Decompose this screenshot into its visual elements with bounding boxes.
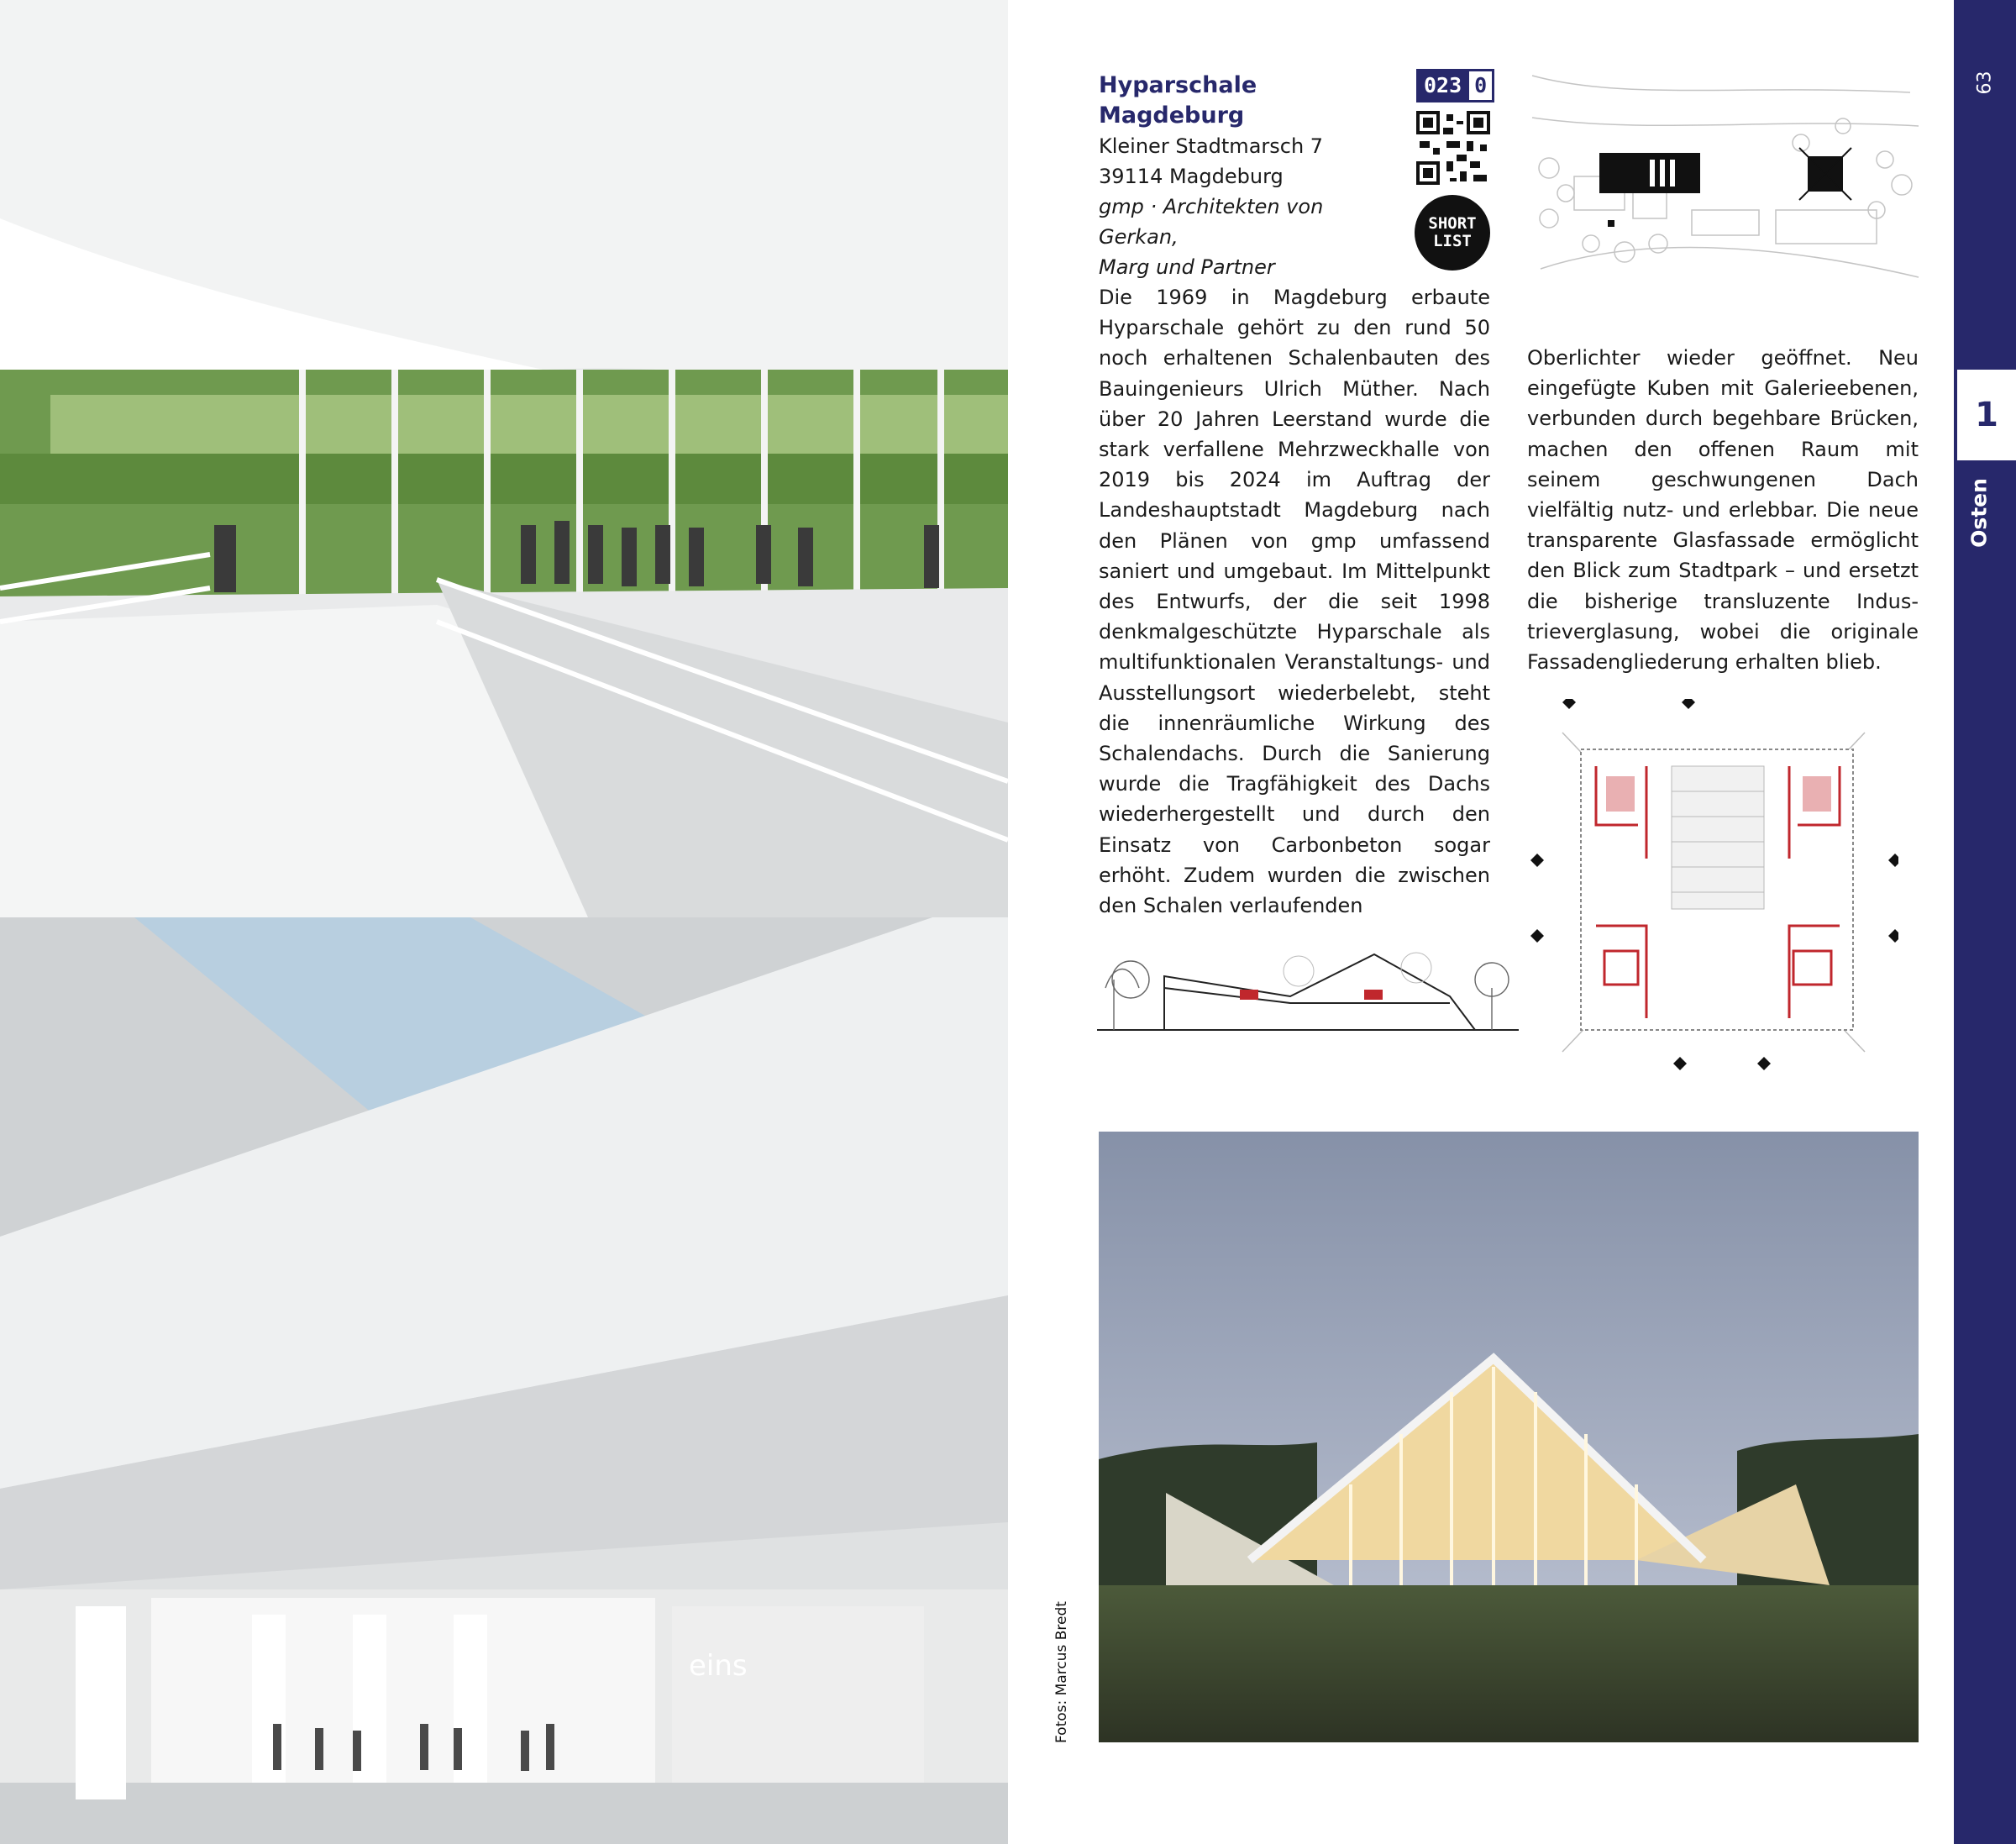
body-text-column-2: Oberlichter wieder geöffnet. Neu eingefügte Kuben mit Galerieebenen, verbunden durch begehbare Brücken, machen den offenen Raum mit seinem geschwungenen Dach vielfältig nutz- und erlebbar. Die neue transparente Glasfassade ermöglicht den Blick zum Stadtpark – und ersetzt die bisherige transluzente Industrieverglasung, wobei die originale Fassadengliederung erhalten blieb. bbox=[1527, 346, 1919, 675]
chapter-number: 1 bbox=[1957, 370, 2016, 460]
entry-city: 39114 Magdeburg bbox=[1099, 165, 1284, 188]
hall-sign-text: eins bbox=[689, 1649, 748, 1683]
page-number: 63 bbox=[1974, 71, 1996, 95]
chapter-sidebar bbox=[1954, 0, 2016, 1844]
site-plan-drawing bbox=[1524, 67, 1920, 289]
body-text-column-1: Die 1969 in Magdeburg erbaute Hyparschale gehört zu den rund 50 noch erhaltenen Schalenbauten des Bauingenieurs Ulrich Müther. Nach über 20 Jahren Leerstand wurde die stark verfallene Mehrzweckhalle von 2019 bis 2024 im Auftrag der Landeshauptstadt Magdeburg nach den Plänen von gmp umfassend saniert und umgebaut. Im Mittelpunkt des Entwurfs, der die seit 1998 denkmalgeschützte Hyparschale als multifunktionalen Veranstaltungs- und Ausstellungsort wiederbelebt, steht die innenräumliche Wirkung des Schalendachs. Durch die Sanierung wurde die Tragfähigkeit des Dachs wiederhergestellt und durch den Einsatz von Carbonbeton sogar erhöht. Zudem wurden die zwischen den Schalen verlaufenden bbox=[1099, 286, 1490, 918]
entry-street: Kleiner Stadtmarsch 7 bbox=[1099, 134, 1324, 158]
entry-number-badge bbox=[1416, 69, 1494, 102]
section-drawing bbox=[1097, 929, 1519, 1033]
entry-number-suffix: 0 bbox=[1467, 71, 1492, 100]
entry-architect-line-1: gmp · Architekten von Gerkan, bbox=[1099, 195, 1324, 249]
photo-credit: Fotos: Marcus Bredt bbox=[1053, 1601, 1070, 1743]
photo-exterior-dusk bbox=[1099, 1132, 1919, 1742]
shortlist-line-2: LIST bbox=[1433, 232, 1472, 250]
entry-heading bbox=[1099, 71, 1376, 282]
photo-main-hall bbox=[0, 917, 1008, 1844]
floor-plan-drawing bbox=[1529, 699, 1898, 1085]
shortlist-badge bbox=[1415, 195, 1490, 271]
entry-architect-line-2: Marg und Partner bbox=[1099, 255, 1275, 279]
shortlist-line-1: SHORT bbox=[1428, 214, 1477, 233]
entry-number: 023 bbox=[1419, 71, 1467, 100]
entry-title: Hyparschale Magdeburg bbox=[1099, 72, 1257, 129]
photo-gallery-interior bbox=[0, 0, 1008, 917]
qr-code-icon[interactable] bbox=[1416, 111, 1490, 185]
region-label: Osten bbox=[1966, 478, 1992, 548]
